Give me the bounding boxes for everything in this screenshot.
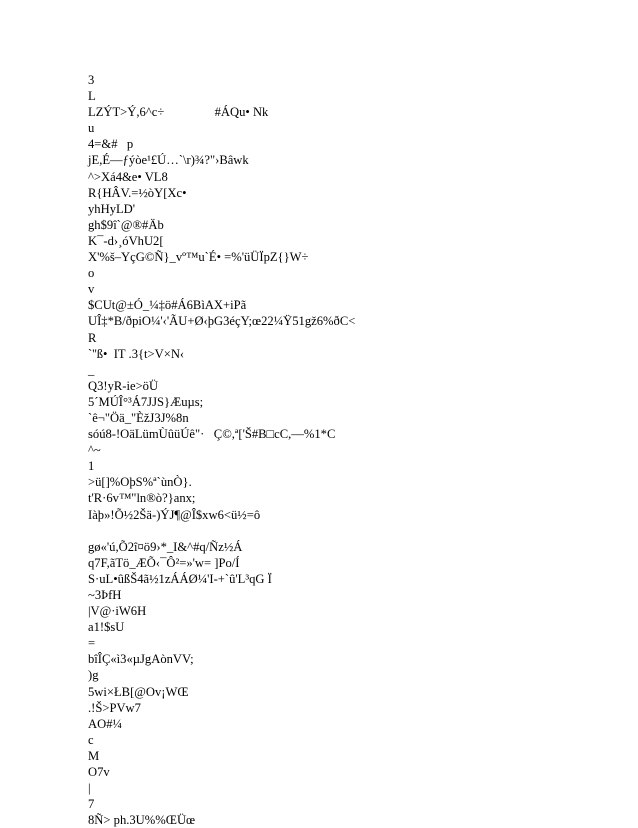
document-line bbox=[88, 523, 608, 539]
document-line: o bbox=[88, 266, 95, 281]
document-line: 8Ñ> ph.3U%%ŒÜœ bbox=[88, 813, 196, 828]
document-line: AO#¼ bbox=[88, 716, 122, 731]
document-line: R{HÂV.=½òY[Xc• bbox=[88, 185, 187, 200]
document-line: c bbox=[88, 732, 94, 747]
document-line: O7v bbox=[88, 765, 110, 780]
document-line: | bbox=[88, 781, 91, 796]
document-line: t'R·6v™"ln®ò?}anx; bbox=[88, 491, 196, 506]
document-line: $CUt@±Ó_¼‡ö#Á6BìAX+iPã bbox=[88, 298, 247, 313]
document-line: q7F,ãTö_ÆÕ‹¯Ô²=»'w= ]Po/Í bbox=[88, 555, 240, 570]
document-line: UÎ‡*B/ðpiO¼'‹'ÃU+Ø‹þG3éçY;œ22¼Ÿ51gž6%ðC< bbox=[88, 314, 356, 329]
document-line: )g bbox=[88, 668, 99, 683]
document-line: M bbox=[88, 748, 100, 763]
document-line: 7 bbox=[88, 797, 95, 812]
document-line: 3 bbox=[88, 73, 95, 87]
document-line: LZÝT>Ý,6^c÷ #ÁQu• Nk bbox=[88, 105, 269, 120]
document-line: 1 bbox=[88, 459, 95, 474]
document-line: `''ß• IT .3{t>V×N‹ bbox=[88, 346, 185, 361]
document-line: 4=&# p bbox=[88, 137, 134, 152]
document-line: 5wi×ŁB[@Ov¡WŒ bbox=[88, 684, 189, 699]
document-line: yhHyLD' bbox=[88, 201, 136, 216]
document-line: .!Š>PVw7 bbox=[88, 700, 141, 715]
document-line: K¯-d›¸óVhU2[ bbox=[88, 233, 164, 248]
document-line: gø«'ú,Õ2î¤ö9›*_I&^#q/Ñz½Á bbox=[88, 539, 243, 554]
document-body bbox=[88, 72, 608, 828]
document-line: R bbox=[88, 330, 97, 345]
document-line: S·uL•ûßŠ4ã½1zÁÁØ¼'I-+`û'L³qG Ï bbox=[88, 571, 272, 586]
document-line: Q3!yR-ie>öÜ bbox=[88, 378, 159, 393]
document-line: >ü[]%OþS%ª`ùnÒ}. bbox=[88, 475, 192, 490]
document-line: bîÎÇ«ì3«µJgAònVV; bbox=[88, 652, 194, 667]
document-line: ^~ bbox=[88, 443, 101, 458]
document-line: a1!$sU bbox=[88, 620, 125, 635]
document-line: X'%š–YçG©Ñ}_vº™u`É• =%'üÜÏpZ{}W÷ bbox=[88, 250, 309, 265]
document-line: `ê¬"Öä_"ÈžJ3J%8n bbox=[88, 410, 189, 425]
document-line: gh$9î`@®#Äb bbox=[88, 217, 164, 232]
document-line: Iàþ»!Õ½2Šä-)ÝJ¶@Î$xw6<ü½=ô bbox=[88, 507, 261, 522]
document-line: |V@·iW6H bbox=[88, 604, 147, 619]
document-line: ^>Xá4&e• VL8 bbox=[88, 169, 168, 184]
document-line: u bbox=[88, 121, 95, 136]
document-line: ~3ÞfH bbox=[88, 588, 122, 602]
document-line: sóú8-!OäLümÙûüÚê"· Ç©,ª['Š#B□cC,—%1*C bbox=[88, 427, 336, 442]
document-line: v bbox=[88, 282, 95, 297]
document-line: L bbox=[88, 89, 96, 104]
document-line: _ bbox=[88, 362, 95, 377]
document-line: = bbox=[88, 636, 96, 651]
document-line: 5´MÚÎ°³Á7JJS}Æuµs; bbox=[88, 394, 204, 409]
document-line: jE,É—ƒýòe¹£Ú…`\r)¾?"›Bâwk bbox=[88, 153, 249, 168]
